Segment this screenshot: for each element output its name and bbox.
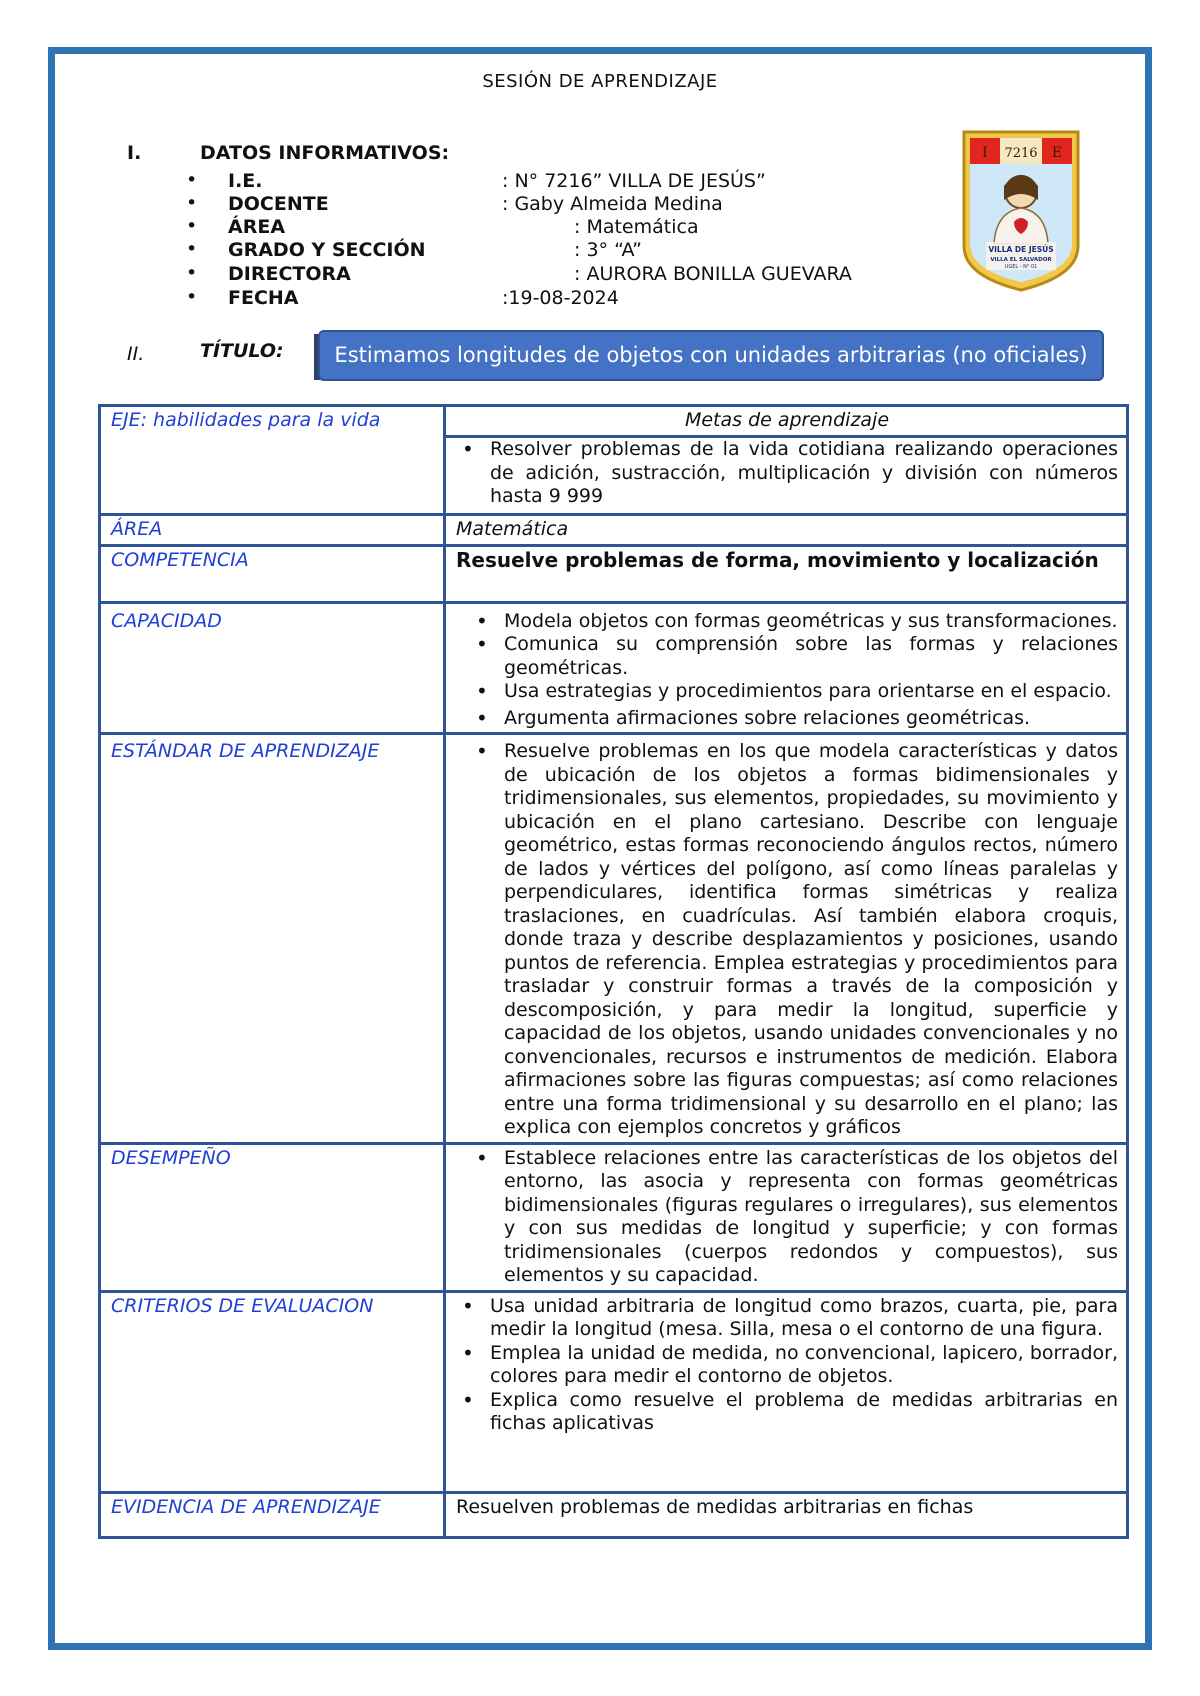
- logo-place: VILLA EL SALVADOR: [990, 257, 1052, 263]
- desempeno-label: DESEMPEÑO: [100, 1143, 445, 1291]
- list-item: • Resuelve problemas en los que modela características y datos de ubicación de los objetos a formas bidimensionales y tridimensionales, sus elementos, propiedades, su movimiento y ubicación en el plano cartesiano. Describe con lenguaje geométrico, estas formas reconociendo ángulos rectos, número de lados y vértices del polígono, así como líneas paralelas y perpendiculares, identifica formas simétricas y realiza traslaciones, en cuadrículas. Así también elabora croquis, donde traza y describe desplazamientos y posiciones, usando puntos de referencia. Emplea estrategias y procedimientos para trasladar y construir formas a través de la composición y descomposición, y para medir la longitud, superficie y capacidad de los objetos, usando unidades convencionales y no convencionales, recursos e instrumentos de medición. Elabora afirmaciones sobre las figuras compuestas; así como relaciones entre una forma tridimensional y su desarrollo en el plano; las explica con ejemplos concretos y gráficos: [504, 740, 1118, 1140]
- estandar-label: ESTÁNDAR DE APRENDIZAJE: [100, 734, 445, 1144]
- list-item: • Usa unidad arbitraria de longitud como brazos, cuarta, pie, para medir la longitud (mesa. Silla, mesa o el contorno de una figura.: [490, 1295, 1118, 1342]
- estandar-cell: [445, 734, 1128, 1144]
- section-2-number: II.: [127, 343, 145, 365]
- session-title-box: [318, 330, 1104, 381]
- list-item: • Modela objetos con formas geométricas y sus transformaciones.: [504, 610, 1118, 634]
- bullet-icon: •: [186, 262, 198, 284]
- competencia-label: COMPETENCIA: [100, 545, 445, 602]
- competencia-value: Resuelve problemas de forma, movimiento y localización: [445, 545, 1128, 602]
- section-2-heading: TÍTULO:: [200, 340, 284, 362]
- info-value: : Matemática: [574, 216, 699, 238]
- capacidad-label: CAPACIDAD: [100, 602, 445, 734]
- info-label: FECHA: [228, 287, 299, 309]
- logo-number: 7216: [1004, 146, 1038, 161]
- bullet-icon: •: [186, 286, 198, 308]
- table-row-evidencia: [100, 1492, 1128, 1537]
- table-row-estandar: [100, 734, 1128, 1144]
- table-row-capacidad: [100, 602, 1128, 734]
- list-item: • Establece relaciones entre las características de los objetos del entorno, las asocia y representa con formas geométricas bidimensionales (figuras regulares o irregulares), sus elementos y con sus medidas de longitud y superficie; y con formas tridimensionales (cuerpos redondos y compuestos), sus elementos y su capacidad.: [504, 1147, 1118, 1288]
- list-item: • Resolver problemas de la vida cotidiana realizando operaciones de adición, sustracción, multiplicación y división con números hasta 9 999: [490, 438, 1118, 509]
- logo-letter-right: E: [1051, 145, 1063, 161]
- logo-letter-left: I: [982, 145, 988, 161]
- bullet-icon: •: [186, 215, 198, 237]
- table-row-desempeno: [100, 1143, 1128, 1291]
- list-item: • Argumenta afirmaciones sobre relaciones geométricas.: [504, 707, 1118, 731]
- criterios-cell: [445, 1291, 1128, 1492]
- section-1-heading: DATOS INFORMATIVOS:: [200, 142, 450, 164]
- section-1-number: I.: [127, 142, 142, 164]
- info-label: DOCENTE: [228, 193, 329, 215]
- list-item: • Explica como resuelve el problema de medidas arbitrarias en fichas aplicativas: [490, 1389, 1118, 1436]
- evidencia-label: EVIDENCIA DE APRENDIZAJE: [100, 1492, 445, 1537]
- area-label: ÁREA: [100, 515, 445, 546]
- table-row-area: [100, 515, 1128, 546]
- info-label: GRADO Y SECCIÓN: [228, 239, 426, 261]
- info-label: ÁREA: [228, 216, 286, 238]
- table-row-criterios: [100, 1291, 1128, 1492]
- info-value: : N° 7216” VILLA DE JESÚS”: [502, 170, 766, 192]
- session-title: Estimamos longitudes de objetos con unidades arbitrarias (no oficiales): [334, 343, 1088, 367]
- school-logo: [960, 126, 1082, 294]
- area-value: Matemática: [445, 515, 1128, 546]
- list-item: • Usa estrategias y procedimientos para orientarse en el espacio.: [504, 680, 1118, 704]
- info-value: : Gaby Almeida Medina: [502, 193, 723, 215]
- info-label: DIRECTORA: [228, 263, 351, 285]
- evidencia-value: Resuelven problemas de medidas arbitrarias en fichas: [445, 1492, 1128, 1537]
- info-value: : AURORA BONILLA GUEVARA: [574, 263, 852, 285]
- list-item: • Emplea la unidad de medida, no convencional, lapicero, borrador, colores para medir el contorno de objetos.: [490, 1342, 1118, 1389]
- metas-header: Metas de aprendizaje: [445, 406, 1128, 437]
- info-label: I.E.: [228, 170, 263, 192]
- criterios-label: CRITERIOS DE EVALUACION: [100, 1291, 445, 1492]
- bullet-icon: •: [186, 169, 198, 191]
- table-row-competencia: [100, 545, 1128, 602]
- info-value: :19-08-2024: [502, 287, 619, 309]
- bullet-icon: •: [186, 238, 198, 260]
- list-item: • Comunica su comprensión sobre las formas y relaciones geométricas.: [504, 633, 1118, 680]
- desempeno-cell: [445, 1143, 1128, 1291]
- logo-code: UGEL - N° 01: [1004, 264, 1038, 270]
- metas-cell: [445, 437, 1128, 515]
- page-title: SESIÓN DE APRENDIZAJE: [482, 71, 718, 92]
- table-row-eje: [100, 406, 1128, 437]
- capacidad-cell: [445, 602, 1128, 734]
- bullet-icon: •: [186, 192, 198, 214]
- eje-label: EJE: habilidades para la vida: [100, 406, 445, 515]
- learning-table: [98, 404, 1129, 1539]
- logo-school-name: VILLA DE JESÚS: [988, 245, 1054, 254]
- info-value: : 3° “A”: [574, 239, 642, 261]
